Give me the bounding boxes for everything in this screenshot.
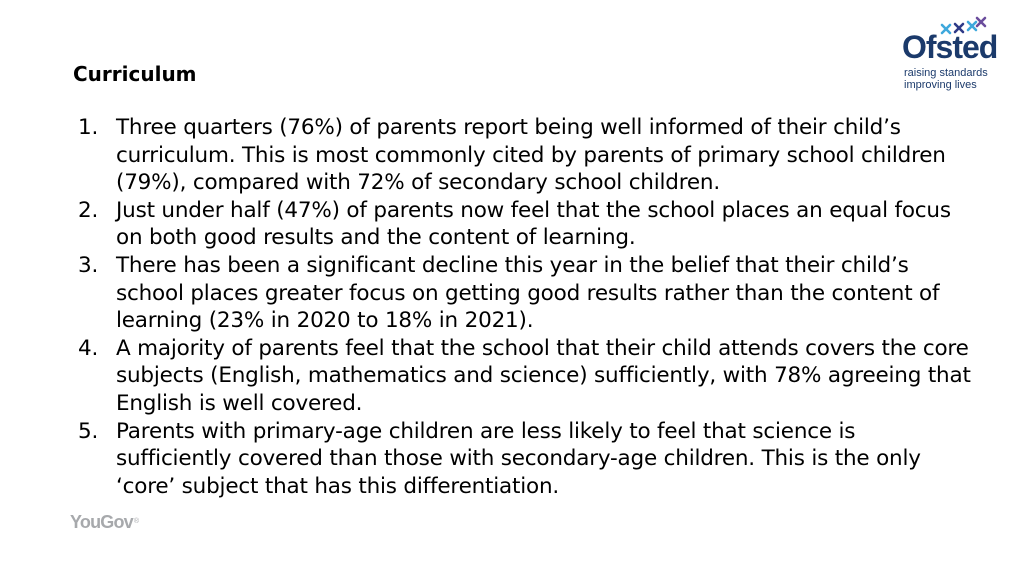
item-number: 1. — [78, 115, 99, 140]
item-number: 3. — [78, 252, 99, 278]
list-item — [72, 114, 972, 197]
list-item — [72, 418, 972, 501]
list-item — [72, 335, 972, 418]
ofsted-tagline-2: improving lives — [904, 79, 977, 91]
ofsted-logo — [896, 16, 1006, 96]
slide-title: Curriculum — [73, 62, 197, 86]
item-number: 2. — [78, 197, 99, 223]
findings-list — [72, 114, 972, 500]
list-item — [72, 252, 972, 335]
item-text: Three quarters (76%) of parents report being well informed of their child’s curriculum. This is most commonly cited by parents of primary school children (79%), compared with 72% of secondary school children. — [116, 115, 946, 196]
list-item — [72, 197, 972, 252]
item-text: Just under half (47%) of parents now feel that the school places an equal focus on both good results and the content of learning. — [116, 197, 951, 251]
yougov-logo — [70, 511, 138, 533]
registered-mark: ® — [133, 518, 139, 525]
item-text: There has been a significant decline this year in the belief that their child’s school places greater focus on getting good results rather than the content of learning (23% in 2020 to 18% in 2021). — [116, 252, 940, 334]
ofsted-tagline-1: raising standards — [904, 67, 988, 79]
item-number: 4. — [78, 335, 99, 361]
item-text: A majority of parents feel that the school that their child attends covers the core subjects (English, mathematics and science) sufficiently, with 78% agreeing that English is well covered. — [116, 335, 971, 416]
ofsted-wordmark: Ofsted — [902, 29, 998, 65]
item-text: Parents with primary-age children are less likely to feel that science is sufficiently covered than those with secondary-age children. This is the only ‘core’ subject that has this differentiation. — [116, 418, 921, 499]
yougov-wordmark: YouGov — [70, 512, 133, 532]
item-number: 5. — [78, 418, 99, 444]
